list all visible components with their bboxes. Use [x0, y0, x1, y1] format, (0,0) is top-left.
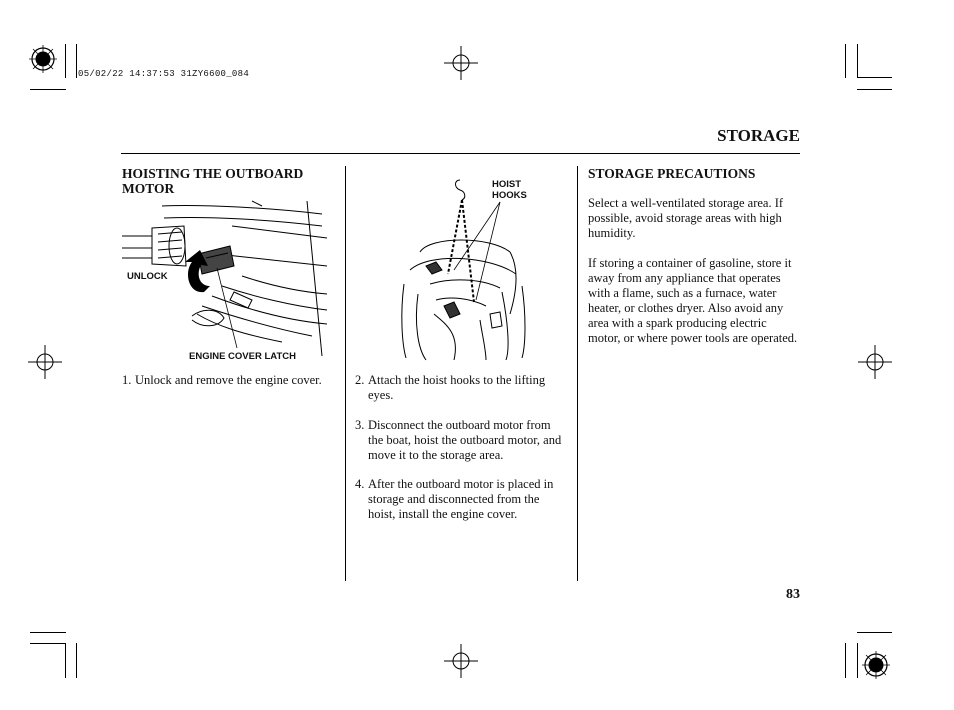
paragraph: If storing a container of gasoline, store it away from any appliance that operates with a flame, such as a furnace, water heater, or clothes dryer. Also avoid any area with a spark producing electric motor, or where power tools are operated.: [588, 255, 798, 345]
section-title: STORAGE: [717, 126, 800, 145]
left-heading: HOISTING THE OUTBOARD MOTOR: [122, 166, 304, 196]
crop-mark-line: [65, 44, 66, 78]
hoist-figure: [390, 174, 540, 364]
crop-mark-line: [857, 632, 892, 633]
crop-mark-line: [857, 643, 858, 678]
crop-mark-line: [76, 44, 77, 78]
step-item: [122, 373, 334, 388]
step-text: Unlock and remove the engine cover.: [135, 373, 322, 387]
hoist-hooks-label: HOIST HOOKS: [492, 179, 527, 201]
right-heading: STORAGE PRECAUTIONS: [588, 166, 756, 181]
step-number: 1.: [122, 373, 132, 387]
unlock-label: UNLOCK: [127, 271, 168, 282]
hoisting-illustration: [390, 174, 540, 364]
storage-precautions-body: [588, 196, 800, 360]
step-number: 3.: [355, 417, 365, 432]
paragraph: Select a well-ventilated storage area. If possible, avoid storage areas with high humidity.: [588, 196, 784, 240]
header-rule: [121, 153, 800, 154]
step-item: [355, 477, 568, 522]
crop-mark-line: [857, 44, 858, 78]
step-text: After the outboard motor is placed in storage and disconnected from the hoist, install the engine cover.: [368, 477, 554, 521]
crop-mark-line: [857, 89, 892, 90]
engine-cover-latch-label: ENGINE COVER LATCH: [189, 351, 296, 362]
crop-mark-line: [30, 89, 66, 90]
column-divider: [345, 166, 346, 581]
column-divider: [577, 166, 578, 581]
crosshair-icon: [444, 644, 478, 678]
step-text: Attach the hoist hooks to the lifting eyes.: [368, 373, 546, 402]
crop-mark-line: [76, 643, 77, 678]
left-steps: [122, 373, 334, 403]
page-number: 83: [786, 587, 800, 602]
step-number: 2.: [355, 373, 365, 387]
registration-target-icon: [861, 650, 891, 680]
crosshair-icon: [444, 46, 478, 80]
step-text: Disconnect the outboard motor from the boat, hoist the outboard motor, and move it to the storage area.: [368, 417, 562, 462]
crop-mark-line: [845, 643, 846, 678]
crop-mark-line: [30, 643, 66, 644]
registration-target-icon: [28, 44, 58, 74]
step-number: 4.: [355, 477, 365, 491]
middle-steps: [355, 373, 568, 537]
step-item: [355, 418, 568, 463]
crop-mark-line: [65, 643, 66, 678]
crosshair-icon: [858, 345, 892, 379]
crop-mark-line: [857, 77, 892, 78]
print-timestamp: 05/02/22 14:37:53 31ZY6600_084: [78, 69, 250, 79]
crosshair-icon: [28, 345, 62, 379]
crop-mark-line: [30, 632, 66, 633]
step-item: [355, 373, 568, 403]
crop-mark-line: [845, 44, 846, 78]
